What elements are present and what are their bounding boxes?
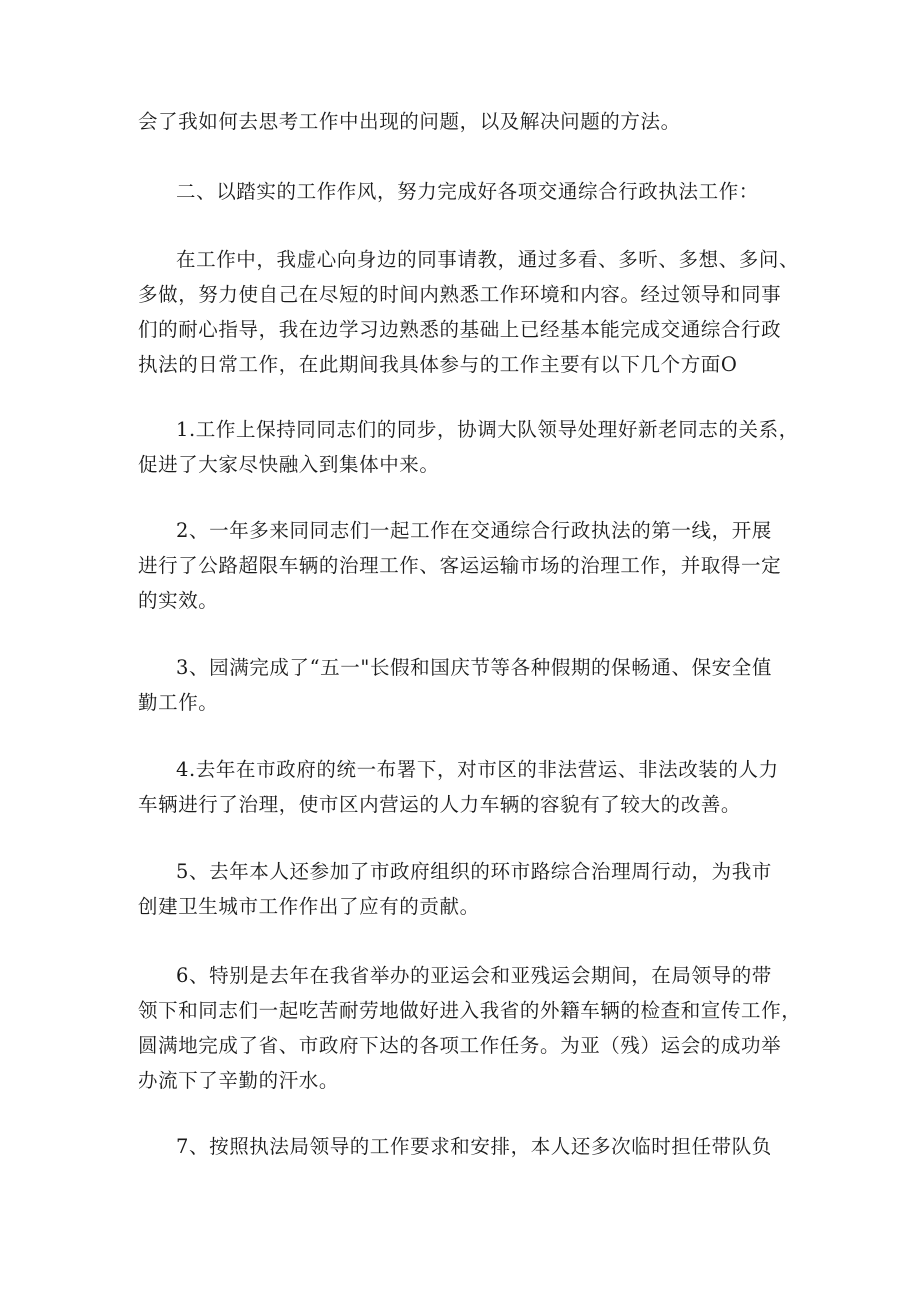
list-item-7 (138, 1129, 798, 1164)
paragraph-continuation (138, 104, 798, 139)
paragraph-line: 们的耐心指导，我在边学习边熟悉的基础上已经基本能完成交通综合行政 (138, 318, 782, 341)
section-heading-two (138, 174, 798, 209)
paragraph-line: 勤工作。 (138, 691, 219, 714)
paragraph-line: 领下和同志们一起吃苦耐劳地做好进入我省的外籍车辆的检查和宣传工作， (138, 999, 802, 1022)
paragraph-line: 二、以踏实的工作作风，努力完成好各项交通综合行政执法工作： (176, 180, 759, 203)
list-item-5 (138, 854, 798, 924)
paragraph-line: 多做，努力使自己在尽短的时间内熟悉工作环境和内容。经过领导和同事 (138, 283, 782, 306)
paragraph-line: 进行了公路超限车辆的治理工作、客运运输市场的治理工作，并取得一定 (138, 554, 782, 577)
paragraph-line: 办流下了辛勤的汗水。 (138, 1069, 340, 1092)
paragraph-line: 5、去年本人还参加了市政府组织的环市路综合治理周行动，为我市 (176, 860, 772, 883)
paragraph-line: 创建卫生城市工作作出了应有的贡献。 (138, 895, 480, 918)
paragraph-intro (138, 242, 798, 382)
list-item-4 (138, 752, 798, 822)
list-item-1 (138, 412, 798, 482)
paragraph-line: 执法的日常工作，在此期间我具体参与的工作主要有以下几个方面O (138, 353, 738, 376)
list-item-2 (138, 513, 798, 618)
paragraph-line: 2、一年多来同同志们一起工作在交通综合行政执法的第一线，开展 (176, 519, 772, 542)
paragraph-line: 1.工作上保持同同志们的同步，协调大队领导处理好新老同志的关系， (176, 418, 799, 441)
paragraph-line: 3、园满完成了“五一"长假和国庆节等各种假期的保畅通、保安全值 (176, 656, 772, 679)
paragraph-line: 车辆进行了治理，使市区内营运的人力车辆的容貌有了较大的改善。 (138, 793, 742, 816)
list-item-6 (138, 958, 802, 1098)
paragraph-line: 在工作中，我虚心向身边的同事请教，通过多看、多听、多想、多问、 (176, 248, 800, 271)
paragraph-line: 4.去年在市政府的统一布署下，对市区的非法营运、非法改装的人力 (176, 758, 779, 781)
paragraph-line: 7、按照执法局领导的工作要求和安排，本人还多次临时担任带队负 (176, 1135, 772, 1158)
list-item-3 (138, 650, 798, 720)
paragraph-line: 会了我如何去思考工作中出现的问题，以及解决问题的方法。 (138, 110, 681, 133)
paragraph-line: 6、特别是去年在我省举办的亚运会和亚残运会期间，在局领导的带 (176, 964, 772, 987)
paragraph-line: 圆满地完成了省、市政府下达的各项工作任务。为亚（残）运会的成功举 (138, 1034, 782, 1057)
paragraph-line: 的实效。 (138, 589, 219, 612)
paragraph-line: 促进了大家尽快融入到集体中来。 (138, 453, 440, 476)
